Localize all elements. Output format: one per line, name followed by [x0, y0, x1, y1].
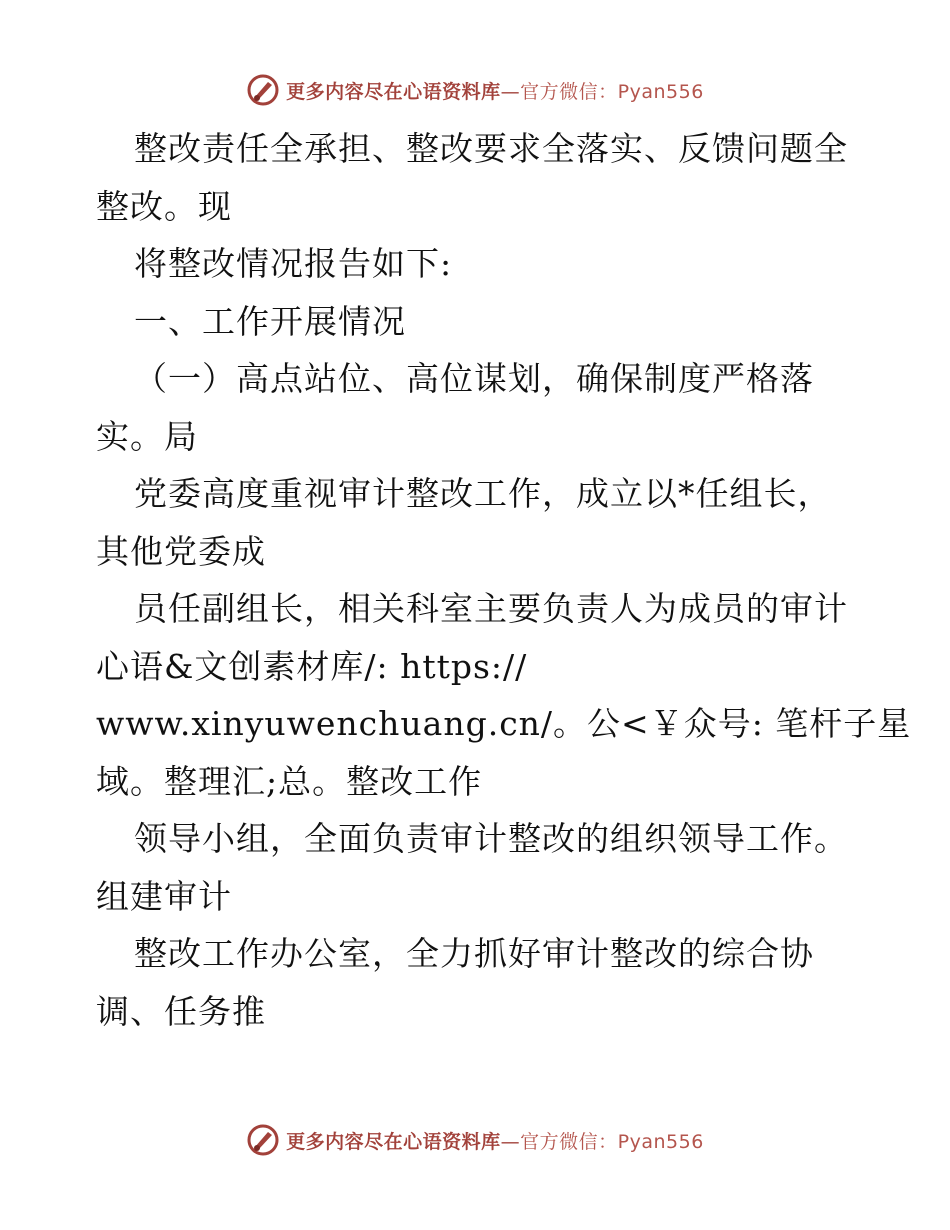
text-line: 组建审计 — [96, 876, 232, 916]
watermark-separator: — — [500, 1130, 521, 1153]
text-line: 其他党委成 — [96, 531, 266, 571]
text-line: 整改责任全承担、整改要求全落实、反馈问题全 — [134, 129, 848, 168]
text-line: （一）高点站位、高位谋划，确保制度严格落 — [134, 359, 814, 398]
watermark-contact: 官方微信：Pyan556 — [520, 1130, 704, 1153]
watermark-contact: 官方微信：Pyan556 — [520, 80, 704, 103]
text-line: 实。局 — [96, 416, 198, 456]
watermark-brand: 更多内容尽在心语资料库 — [286, 80, 501, 103]
text-line: 心语&文创素材库/: https:// — [96, 646, 528, 686]
text-line: 调、任务推 — [96, 991, 266, 1031]
text-line: 整改工作办公室，全力抓好审计整改的综合协 — [134, 934, 814, 973]
text-line: 一、工作开展情况 — [134, 301, 406, 341]
text-line: 领导小组，全面负责审计整改的组织领导工作。 — [134, 819, 848, 858]
text-line: 将整改情况报告如下: — [134, 244, 453, 283]
header-watermark — [0, 72, 950, 108]
watermark-brand: 更多内容尽在心语资料库 — [286, 1130, 501, 1153]
watermark-text — [286, 77, 704, 104]
watermark-text — [286, 1127, 704, 1154]
brush-logo-icon — [246, 1123, 280, 1157]
text-line: 整改。现 — [96, 186, 232, 226]
text-line: 党委高度重视审计整改工作，成立以*任组长， — [134, 474, 832, 513]
watermark-separator: — — [500, 80, 521, 103]
text-line: 员任副组长，相关科室主要负责人为成员的审计 — [134, 589, 848, 628]
text-line: www.xinyuwenchuang.cn/。公<￥众号: 笔杆子星 — [96, 704, 912, 743]
footer-watermark — [0, 1122, 950, 1158]
text-line: 域。整理汇;总。整改工作 — [96, 761, 483, 801]
document-body — [96, 120, 912, 1040]
brush-logo-icon — [246, 73, 280, 107]
